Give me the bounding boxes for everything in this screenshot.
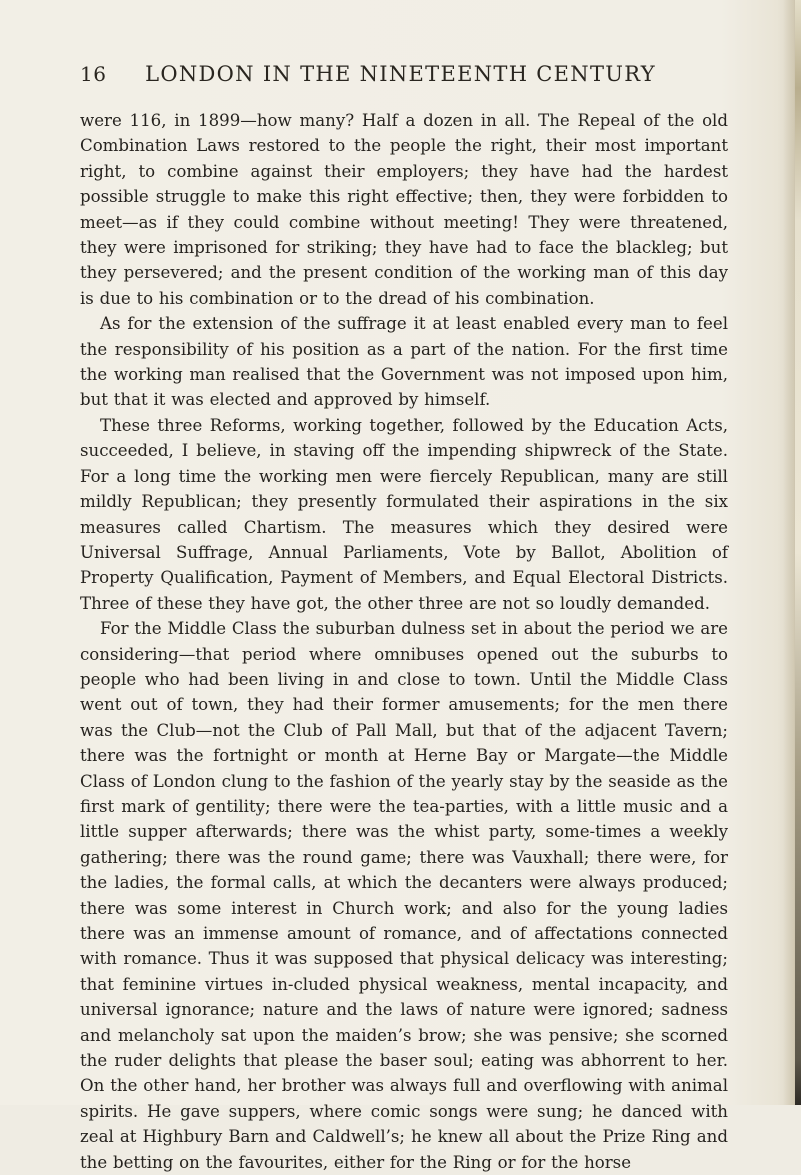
body-text: [80, 108, 728, 1175]
paragraph: As for the extension of the suffrage it at least enabled every man to feel the responsibility of his position as a part of the nation. For the first time the working man realised that the Government was not imposed upon him, but that it was elected and approved by himself.: [80, 314, 728, 410]
paragraph: For the Middle Class the suburban dulness set in about the period we are considering—that period where omnibuses opened out the suburbs to people who had been living in and close to town. Until the Middle Class went out of town, they had their former amusements; for the men there was the Club—not the Club of Pall Mall, but that of the adjacent Tavern; there was the fortnight or month at Herne Bay or Margate—the Middle Class of London clung to the fashion of the yearly stay by the seaside as the first mark of gentility; there were the tea-parties, with a little music and a little supper afterwards; there was the whist party, some-times a weekly gathering; there was the round game; there was Vauxhall; there were, for the ladies, the formal calls, at which the decanters were always produced; there was some interest in Church work; and also for the young ladies there was an immense amount of romance, and of affectations connected with romance. Thus it was supposed that physical delicacy was interesting; that feminine virtues in-cluded physical weakness, mental incapacity, and universal ignorance; nature and the laws of nature were ignored; sadness and melancholy sat upon the maiden’s brow; she was pensive; she scorned the ruder delights that please the baser soul; eating was abhorrent to her. On the other hand, her brother was always full and overflowing with animal spirits. He gave suppers, where comic songs were sung; he danced with zeal at Highbury Barn and Caldwell’s; he knew all about the Prize Ring and the betting on the favourites, either for the Ring or for the horse: [80, 619, 728, 1172]
page-edge-binding: [795, 0, 801, 1105]
paragraph: were 116, in 1899—how many? Half a dozen in all. The Repeal of the old Combination Laws restored to the people the right, their most important right, to combine against their employers; they have had the hardest possible struggle to make this right effective; then, they were forbidden to meet—as if they could combine without meeting! They were threatened, they were imprisoned for striking; they have had to face the blackleg; but they persevered; and the present condition of the working man of this day is due to his combination or to the dread of his combination.: [80, 111, 728, 308]
running-head-title: LONDON IN THE NINETEENTH CENTURY: [145, 62, 656, 86]
page-number: 16: [80, 62, 107, 86]
running-head: [0, 62, 801, 92]
paragraph: These three Reforms, working together, followed by the Education Acts, succeeded, I believe, in staving off the impending shipwreck of the State. For a long time the working men were fiercely Republican, many are still mildly Republican; they presently formulated their aspirations in the six measures called Chartism. The measures which they desired were Universal Suffrage, Annual Parliaments, Vote by Ballot, Abolition of Property Qualification, Payment of Members, and Equal Electoral Districts. Three of these they have got, the other three are not so loudly demanded.: [80, 415, 728, 613]
